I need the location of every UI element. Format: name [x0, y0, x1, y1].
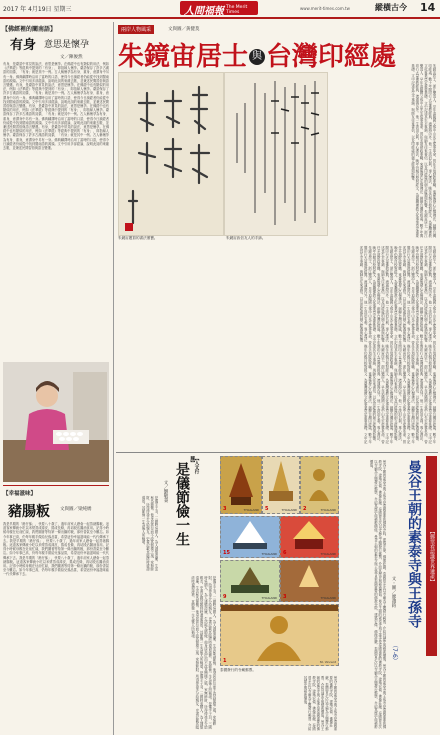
headline-part-b: 台灣印經處 — [266, 42, 397, 72]
handwritten-letter-image — [224, 72, 328, 236]
feature-headline — [118, 36, 397, 72]
left-kicker: 【佛經裡的闡南語】 — [2, 26, 57, 33]
feature-body-lower: 朱鏡宙居士，浙江樂清人，早年追隨國父孫中山先生從事革命，曾任多項財政要職。來臺後發心弘揚佛法，創辦台灣印經處，數十年間印行大量佛教經典，流通海內外。他一生淡泊名利，專心護法，晚年仍親自校對經文，為臺灣佛教文化事業奠定重要基礎。文中記述其生平事蹟、與師友往來書信，以及印經處的創立經過與影響。朱鏡宙居士，浙江樂清人，早年追隨國父孫中山先生從事革命，曾任多項財政要職。來臺後發心弘揚佛法，創辦台灣印經處，數十年間印行大量佛教經典，流通海內外。他一生淡泊名利，專心護法，晚年仍親自校對經文，為臺灣佛教文化事業奠定重要基礎。文中記述其生平事蹟、與師友往來書信，以及印經處的創立經過與影響。朱鏡宙居士，浙江樂清人，早年追隨國父孫中山先生從事革命，曾任多項財政要職。來臺後發心弘揚佛法，創辦台灣印經處，數十年間印行大量佛教經典，流通海內外。他一生淡泊名利，專心護法，晚年仍親自校對經文，為臺灣佛教文化事業奠定重要基礎。文中記述其生平事蹟、與師友往來書信，以及印經處的創立經過與影響。朱鏡宙居士，浙江樂清人，早年追隨國父孫中山先生從事革命，曾任多項財政要職。來臺後發心弘揚佛法，創辦台灣印經處，數十年間印行大量佛教經典，流通海內外。他一生淡泊名利，專心護法，晚年仍親自校對經文，為臺灣佛教文化事業奠定重要基礎。文中記述其生平事蹟、與師友往來書信，以及印經處的創立經過與影響。朱鏡宙居士，浙江樂清人，早年追隨國父孫中山先生從事革命，曾任多項財政要職。來臺後發心弘揚佛法，創辦台灣印經處，數十年間印行大量佛教經典，流通海內外。他一生淡泊名利，專心護法，晚年仍親自校對經文，為臺灣佛教文化事業奠定重要基礎。文中記述其生平事蹟、與師友往來書信，以及印經處的創立經過與影響。朱鏡宙居士，浙江樂清人，早年追隨國父孫中山先生從事革命，曾任多項財政要職。來臺後發心弘揚佛法，創辦台灣印經處，數十年間印行大量佛教經典，流通海內外。他一生淡泊名利，專心護法，晚年仍親自校對經文，為臺灣佛教文化事業奠定重要基礎。文中記述其生平事蹟、與師友往來書信，以及印經處的創立經過與影響。朱鏡宙居士，浙江樂清人，早年追隨國父孫中山先生從事革命，曾任多項財政要職。來臺後發心弘揚佛法，創辦台灣印經處，數十年間印行大量佛教經典，流通海內外。他一生淡泊名利，專心護法，晚年仍親自校對經文，為臺灣佛教文化事業奠定重要基礎。文中記述其生平事蹟、與師友往來書信，以及印經處的創立經過與影響。 — [358, 246, 436, 444]
stupa-icon — [263, 457, 299, 513]
bottom-title: 是儀節儉一生 — [174, 462, 190, 546]
headline-part-a: 朱鏡宙居士 — [118, 42, 249, 72]
left-body-text: 有身，是臺語中常見的說法，意思是懷孕。在佛經中也有類似的用法，例如《法華經》等經典中提到的「有身」，即指婦人懷孕。臺語保存了許多古漢語的詞彙，「有身」就是其中一例。古人稱懷孕為有身、重身，意謂身中另有一身。佛典翻譯時沿用了當時的口語，使得今日讀經者仍能從中找到閩南語的源頭。文中引用多部經論，說明此詞的來龍去脈，並兼述民間習俗與語言變遷。有身，是臺語中常見的說法，意思是懷孕。在佛經中也有類似的用法，例如《法華經》等經典中提到的「有身」，即指婦人懷孕。臺語保存了許多古漢語的詞彙，「有身」就是其中一例。古人稱懷孕為有身、重身，意謂身中另有一身。佛典翻譯時沿用了當時的口語，使得今日讀經者仍能從中找到閩南語的源頭。文中引用多部經論，說明此詞的來龍去脈，並兼述民間習俗與語言變遷。有身，是臺語中常見的說法，意思是懷孕。在佛經中也有類似的用法，例如《法華經》等經典中提到的「有身」，即指婦人懷孕。臺語保存了許多古漢語的詞彙，「有身」就是其中一例。古人稱懷孕為有身、重身，意謂身中另有一身。佛典翻譯時沿用了當時的口語，使得今日讀經者仍能從中找到閩南語的源頭。文中引用多部經論，說明此詞的來龍去脈，並兼述民間習俗與語言變遷。有身，是臺語中常見的說法，意思是懷孕。在佛經中也有類似的用法，例如《法華經》等經典中提到的「有身」，即指婦人懷孕。臺語保存了許多古漢語的詞彙，「有身」就是其中一例。古人稱懷孕為有身、重身，意謂身中另有一身。佛典翻譯時沿用了當時的口語，使得今日讀經者仍能從中找到閩南語的源頭。文中引用多部經論，說明此詞的來龍去脈，並兼述民間習俗與語言變遷。 — [3, 62, 110, 151]
shrine-icon — [281, 517, 338, 557]
feature-body-top: 朱鏡宙居士，浙江樂清人，早年追隨國父孫中山先生從事革命，曾任多項財政要職。來臺後發心弘揚佛法，創辦台灣印經處，數十年間印行大量佛教經典，流通海內外。他一生淡泊名利，專心護法，晚年仍親自校對經文，為臺灣佛教文化事業奠定重要基礎。文中記述其生平事蹟、與師友往來書信，以及印經處的創立經過與影響。朱鏡宙居士，浙江樂清人，早年追隨國父孫中山先生從事革命，曾任多項財政要職。來臺後發心弘揚佛法，創辦台灣印經處，數十年間印行大量佛教經典，流通海內外。他一生淡泊名利，專心護法，晚年仍親自校對經文，為臺灣佛教文化事業奠定重要基礎。文中記述其生平事蹟、與師友往來書信，以及印經處的創立經過與影響。 — [410, 64, 436, 238]
page-header — [0, 0, 440, 22]
bottom-body: 是儀字子羽，三國時吳國人，為人謹慎清廉，生活極為節儉。他身居高位而不改其簡樸之風，家無餘財，所得俸祿多分給親友。史書記載其臨終時遺命薄葬，其節儉一生為後人所稱頌。是儀字子羽，三國時吳國人，為人謹慎清廉，生活極為節儉。他身居高位而不改其簡樸之風，家無餘財，所得俸祿多分給親友。史書記載其臨終時遺命薄葬，其節儉一生為後人所稱頌。是儀字子羽，三國時吳國人，為人謹慎清廉，生活極為節儉。他身居高位而不改其簡樸之風，家無餘財，所得俸祿多分給親友。史書記載其臨終時遺命薄葬，其節儉一生為後人所稱頌。 — [190, 576, 216, 730]
left-title-a: 有身 — [10, 38, 37, 53]
temple-icon — [221, 457, 261, 513]
left-title-b: 意思是懷孕 — [44, 40, 90, 50]
woman-photo-illustration — [3, 362, 109, 482]
stamp-blue-temple: 15 THAILAND — [220, 516, 280, 558]
stamp-brown-temple: 3 THAILAND — [280, 560, 339, 602]
wat-icon — [221, 561, 279, 601]
masthead-en: The Merit Times — [226, 5, 248, 15]
left-bottom-byline: 文與圖／梁純綉 — [60, 507, 92, 512]
right-series-body: 曼谷王朝的素泰寺與王孫寺是泰國重要的佛教寺院，建築宏偉，佛像莊嚴。泰國曾多次以寺廟為主題發行郵票，介紹其歷史與藝術價值。曼谷王朝的素泰寺與王孫寺是泰國重要的佛教寺院，建築宏偉，佛像莊嚴。泰國曾多次以寺廟為主題發行郵票，介紹其歷史與藝術價值。曼谷王朝的素泰寺與王孫寺是泰國重要的佛教寺院，建築宏偉，佛像莊嚴。泰國曾多次以寺廟為主題發行郵票，介紹其歷史與藝術價值。曼谷王朝的素泰寺與王孫寺是泰國重要的佛教寺院，建築宏偉，佛像莊嚴。泰國曾多次以寺廟為主題發行郵票，介紹其歷史與藝術價值。 — [369, 460, 386, 729]
left-bottom-body: 我是早期的「港仔孫」，快要八十歲了，過年前家人總會一起蒸豬腸粄。這道客家傳統小吃以米漿蒸成薄皮，捲成長條，再切段沾醬油食用。記得小時候母親在灶前忙碌，我們圍著等待第一條出鍋的粄，那份香氣至今難忘。如今年事已高，仍每年親手做給兒孫品嘗，希望這份幸福滋味能一代代傳承下去。我是早期的「港仔孫」，快要八十歲了，過年前家人總會一起蒸豬腸粄。這道客家傳統小吃以米漿蒸成薄皮，捲成長條，再切段沾醬油食用。記得小時候母親在灶前忙碌，我們圍著等待第一條出鍋的粄，那份香氣至今難忘。如今年事已高，仍每年親手做給兒孫品嘗，希望這份幸福滋味能一代代傳承下去。我是早期的「港仔孫」，快要八十歲了，過年前家人總會一起蒸豬腸粄。這道客家傳統小吃以米漿蒸成薄皮，捲成長條，再切段沾醬油食用。記得小時候母親在灶前忙碌，我們圍著等待第一條出鍋的粄，那份香氣至今難忘。如今年事已高，仍每年親手做給兒孫品嘗，希望這份幸福滋味能一代代傳承下去。 — [3, 522, 110, 577]
website-url: www.merit-times.com.tw — [300, 6, 350, 11]
left-bottom-kicker: 【幸福滋味】 — [3, 491, 37, 497]
steamed-rice-roll-photo — [3, 362, 109, 482]
column-separator — [113, 22, 114, 735]
calligraphy-image — [118, 72, 224, 236]
letter-caption: 朱鏡宙致信友人的手跡。 — [226, 236, 266, 240]
section-name: 縱橫古今 — [375, 3, 407, 12]
left-byline: 文／陳俊然 — [60, 55, 83, 60]
masthead-title: 人間福報 — [184, 6, 224, 17]
right-series — [340, 456, 438, 734]
stamp-large-buddha: 1 St. Vincent — [220, 604, 339, 666]
right-series-title: 曼谷王朝的素泰寺與王孫寺 — [406, 460, 422, 628]
golden-buddha-icon — [221, 605, 338, 665]
right-series-kicker: 【郵票看認識世界遺產】 — [426, 456, 437, 656]
stamp-green-temple: 9 THAILAND — [220, 560, 280, 602]
stamp-red-temple: 6 THAILAND — [280, 516, 339, 558]
issue-date: 2017 年 4月19日 星期三 — [3, 6, 72, 13]
bottom-feature — [116, 456, 218, 732]
main-feature — [116, 24, 438, 450]
stamp-stupa: 5 THAILAND — [262, 456, 300, 514]
masthead-logo — [180, 1, 258, 15]
feature-series-tag: 兩岸人物風采 — [118, 25, 154, 34]
section-divider — [116, 452, 438, 453]
stamp-body: 曼谷王朝的素泰寺與王孫寺是泰國重要的佛教寺院，建築宏偉，佛像莊嚴。泰國曾多次以寺廟為主題發行郵票，介紹其歷史與藝術價值。曼谷王朝的素泰寺與王孫寺是泰國重要的佛教寺院，建築宏偉，佛像莊嚴。泰國曾多次以寺廟為主題發行郵票，介紹其歷史與藝術價值。 — [302, 676, 337, 731]
chedi-icon — [281, 561, 338, 601]
calligraphy-strokes — [119, 73, 223, 235]
bottom-body-upper: 是儀字子羽，三國時吳國人，為人謹慎清廉，生活極為節儉。他身居高位而不改其簡樸之風，家無餘財，所得俸祿多分給親友。史書記載其臨終時遺命薄葬，其節儉一生為後人所稱頌。 — [141, 496, 158, 571]
left-column — [0, 22, 112, 735]
stamp-buddha: 2 THAILAND — [300, 456, 339, 514]
right-series-byline: 文・圖／廖鴻鈞 — [391, 576, 396, 608]
calligraphy-caption: 朱鏡宙題寫的書法墨寶。 — [118, 236, 158, 240]
left-divider — [3, 485, 109, 486]
left-bottom-title: 豬腸粄 — [8, 504, 50, 520]
letter-strokes — [225, 73, 327, 235]
feature-byline: 文與圖／黃健莫 — [168, 27, 200, 32]
header-rule — [0, 17, 440, 19]
right-series-subtitle: （7-6） — [391, 642, 398, 664]
stamp-gallery — [220, 456, 338, 734]
bottom-byline: 文／劉敬秉 — [163, 480, 168, 503]
stamp-temple-gold: 3 THAILAND — [220, 456, 262, 514]
headline-link-badge: 與 — [249, 49, 265, 65]
buddha-icon — [301, 457, 338, 513]
bottom-series-tag: 【人文行腳】 — [189, 456, 199, 474]
stamp-caption: 泰國發行的寺廟郵票。 — [220, 668, 256, 672]
page-number: 14 — [420, 1, 436, 14]
